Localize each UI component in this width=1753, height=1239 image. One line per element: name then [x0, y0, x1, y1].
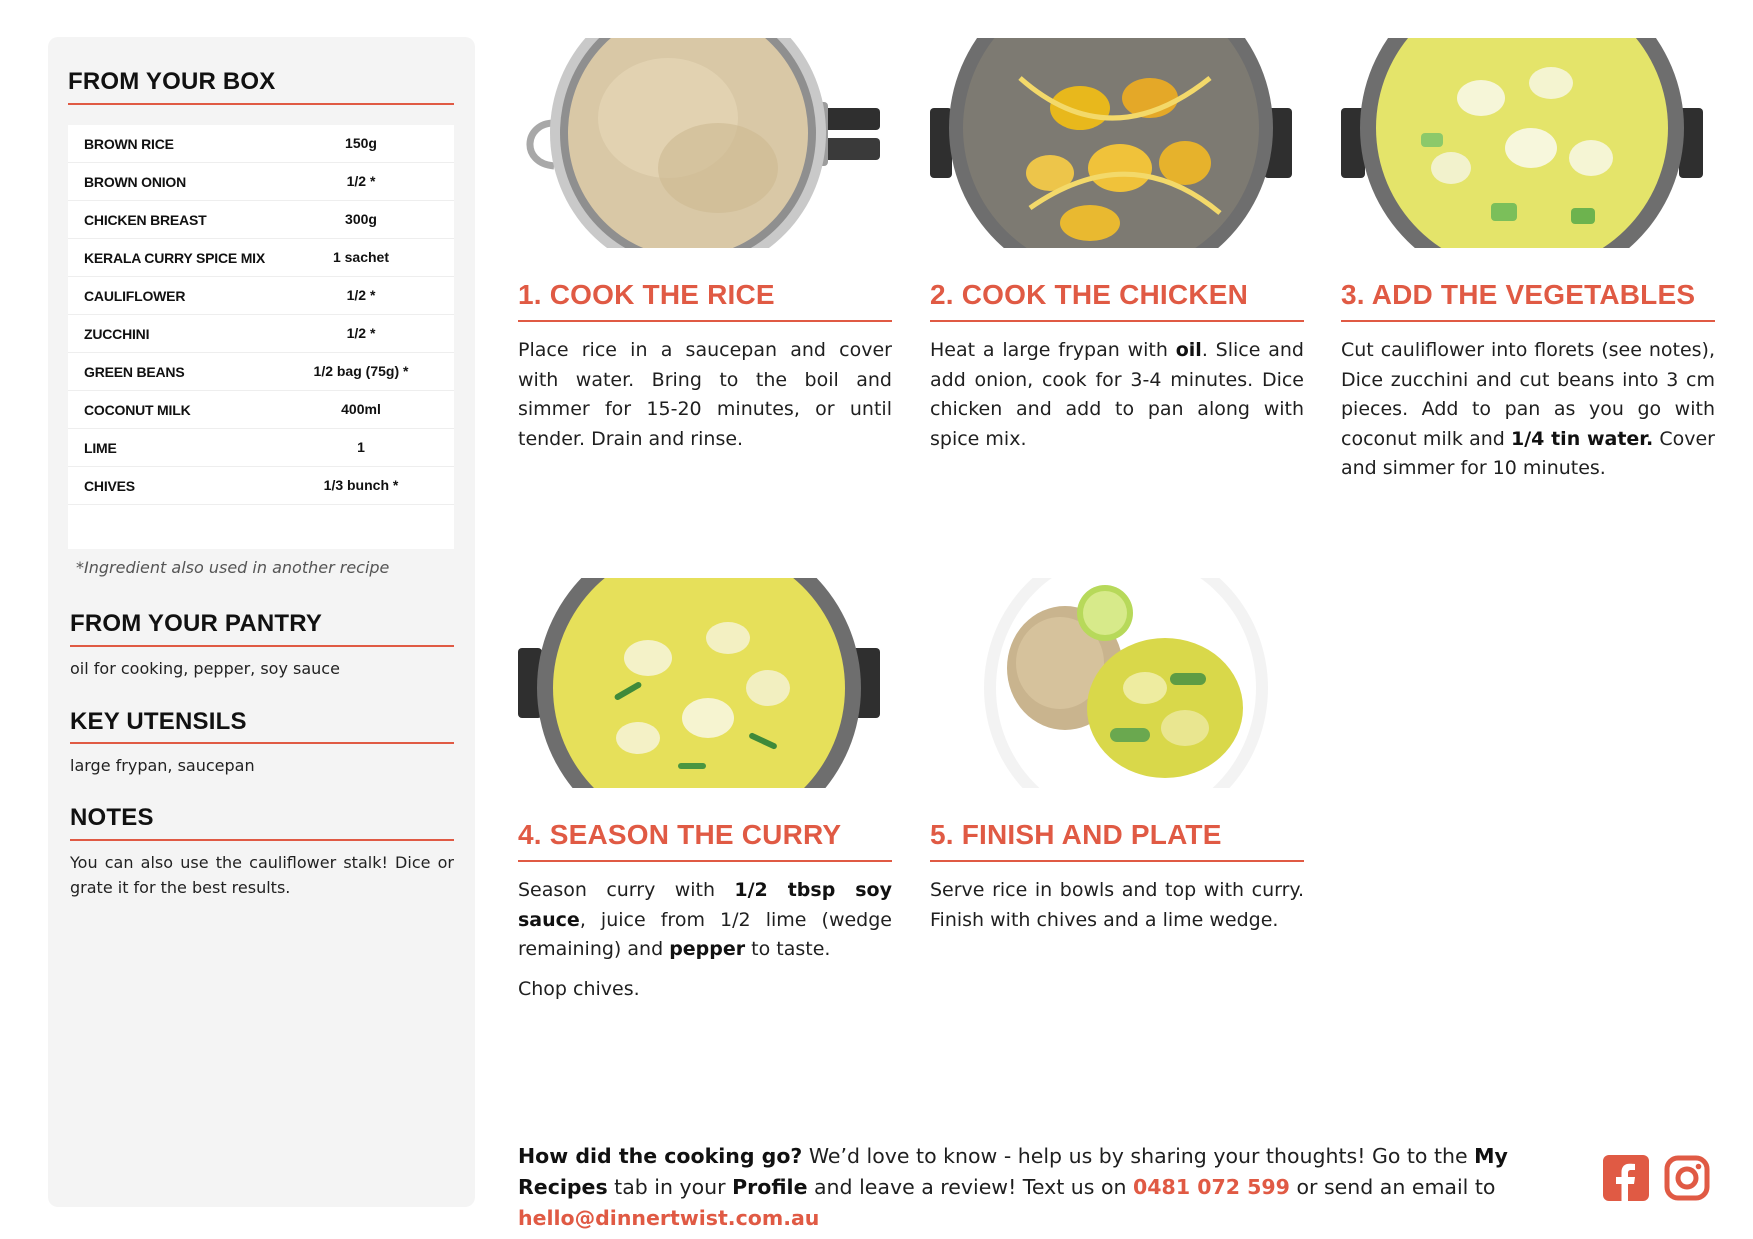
- ingredient-name: ZUCCHINI: [84, 326, 150, 342]
- step-5-title: 5. FINISH AND PLATE: [930, 819, 1222, 850]
- step-1-title: 1. COOK THE RICE: [518, 279, 775, 310]
- from-your-box-rule: [68, 103, 454, 105]
- pantry-text: oil for cooking, pepper, soy sauce: [70, 659, 340, 678]
- from-your-pantry-title: FROM YOUR PANTRY: [70, 610, 323, 637]
- table-row: [68, 125, 454, 163]
- ingredient-name: KERALA CURRY SPICE MIX: [84, 250, 265, 266]
- ingredient-name: GREEN BEANS: [84, 364, 185, 380]
- table-row: [68, 277, 454, 315]
- frypan-vegetables-photo: [1341, 38, 1703, 248]
- plated-curry-photo: [930, 578, 1292, 788]
- step-2-rule: [930, 320, 1304, 322]
- ingredient-name: CHIVES: [84, 478, 135, 494]
- feedback-text: How did the cooking go? We’d love to know - help us by sharing your thoughts! Go to the My Recipes tab in your Profile and leave a review! Text us on 0481 072 599 or send an email to hello@dinnertwist.com.au: [518, 1144, 1508, 1230]
- ingredient-qty: 1/2 *: [346, 325, 376, 341]
- step-4-extra: Chop chives.: [518, 978, 640, 1000]
- ingredient-qty: 1/2 *: [346, 173, 376, 189]
- step-2-title: 2. COOK THE CHICKEN: [930, 279, 1249, 310]
- table-row: [68, 315, 454, 353]
- notes-title: NOTES: [70, 804, 154, 831]
- from-your-pantry-rule: [70, 645, 454, 647]
- step-3-body: Cut cauliflower into florets (see notes), Dice zucchini and cut beans into 3 cm pieces. Add to pan as you go with coconut milk and 1/4 tin water. Cover and simmer for 10 minutes.: [1341, 339, 1715, 479]
- key-utensils-title: KEY UTENSILS: [70, 708, 247, 735]
- step-4-body: Season curry with 1/2 tbsp soy sauce, juice from 1/2 lime (wedge remaining) and pepper to taste.: [518, 879, 892, 960]
- table-row: [68, 239, 454, 277]
- ingredient-qty: 400ml: [341, 401, 381, 417]
- phone-link[interactable]: 0481 072 599: [1133, 1175, 1290, 1199]
- ingredient-name: COCONUT MILK: [84, 402, 191, 418]
- ingredient-qty: 1 sachet: [332, 249, 390, 265]
- ingredient-name: CAULIFLOWER: [84, 288, 186, 304]
- table-row: [68, 163, 454, 201]
- ingredient-name: BROWN ONION: [84, 174, 187, 190]
- ingredient-qty: 1/3 bunch *: [323, 477, 399, 493]
- step-4-rule: [518, 860, 892, 862]
- step-5-body: Serve rice in bowls and top with curry. Finish with chives and a lime wedge.: [930, 879, 1304, 931]
- ingredients-table: [68, 125, 454, 549]
- ingredient-qty: 300g: [345, 211, 377, 227]
- ingredient-qty: 1: [357, 439, 365, 455]
- ingredient-name: LIME: [84, 440, 117, 456]
- step-3-title: 3. ADD THE VEGETABLES: [1341, 279, 1696, 310]
- utensils-text: large frypan, saucepan: [70, 756, 255, 775]
- table-row: [68, 201, 454, 239]
- from-your-box-title: FROM YOUR BOX: [68, 68, 276, 95]
- step-5-rule: [930, 860, 1304, 862]
- saucepan-rice-photo: [518, 38, 880, 248]
- frypan-chicken-photo: [930, 38, 1292, 248]
- step-1-rule: [518, 320, 892, 322]
- instagram-icon[interactable]: [1664, 1155, 1710, 1201]
- ingredient-name: CHICKEN BREAST: [84, 212, 207, 228]
- frypan-curry-photo: [518, 578, 880, 788]
- table-row: [68, 353, 454, 391]
- ingredient-footnote: *Ingredient also used in another recipe: [76, 558, 390, 577]
- ingredient-qty: 1/2 bag (75g) *: [313, 363, 409, 379]
- key-utensils-rule: [70, 742, 454, 744]
- notes-text: You can also use the cauliflower stalk! Dice or grate it for the best results.: [70, 853, 454, 897]
- table-row: [68, 429, 454, 467]
- facebook-icon[interactable]: [1603, 1155, 1649, 1201]
- step-2-body: Heat a large frypan with oil. Slice and add onion, cook for 3-4 minutes. Dice chicken and add to pan along with spice mix.: [930, 339, 1304, 450]
- table-row: [68, 391, 454, 429]
- notes-rule: [70, 839, 454, 841]
- step-3-rule: [1341, 320, 1715, 322]
- ingredient-qty: 1/2 *: [346, 287, 376, 303]
- email-link[interactable]: hello@dinnertwist.com.au: [518, 1206, 820, 1230]
- step-1-body: Place rice in a saucepan and cover with water. Bring to the boil and simmer for 15-20 minutes, or until tender. Drain and rinse.: [518, 339, 892, 450]
- step-4-title: 4. SEASON THE CURRY: [518, 819, 842, 850]
- table-row: [68, 467, 454, 505]
- ingredient-qty: 150g: [345, 135, 377, 151]
- ingredient-name: BROWN RICE: [84, 136, 174, 152]
